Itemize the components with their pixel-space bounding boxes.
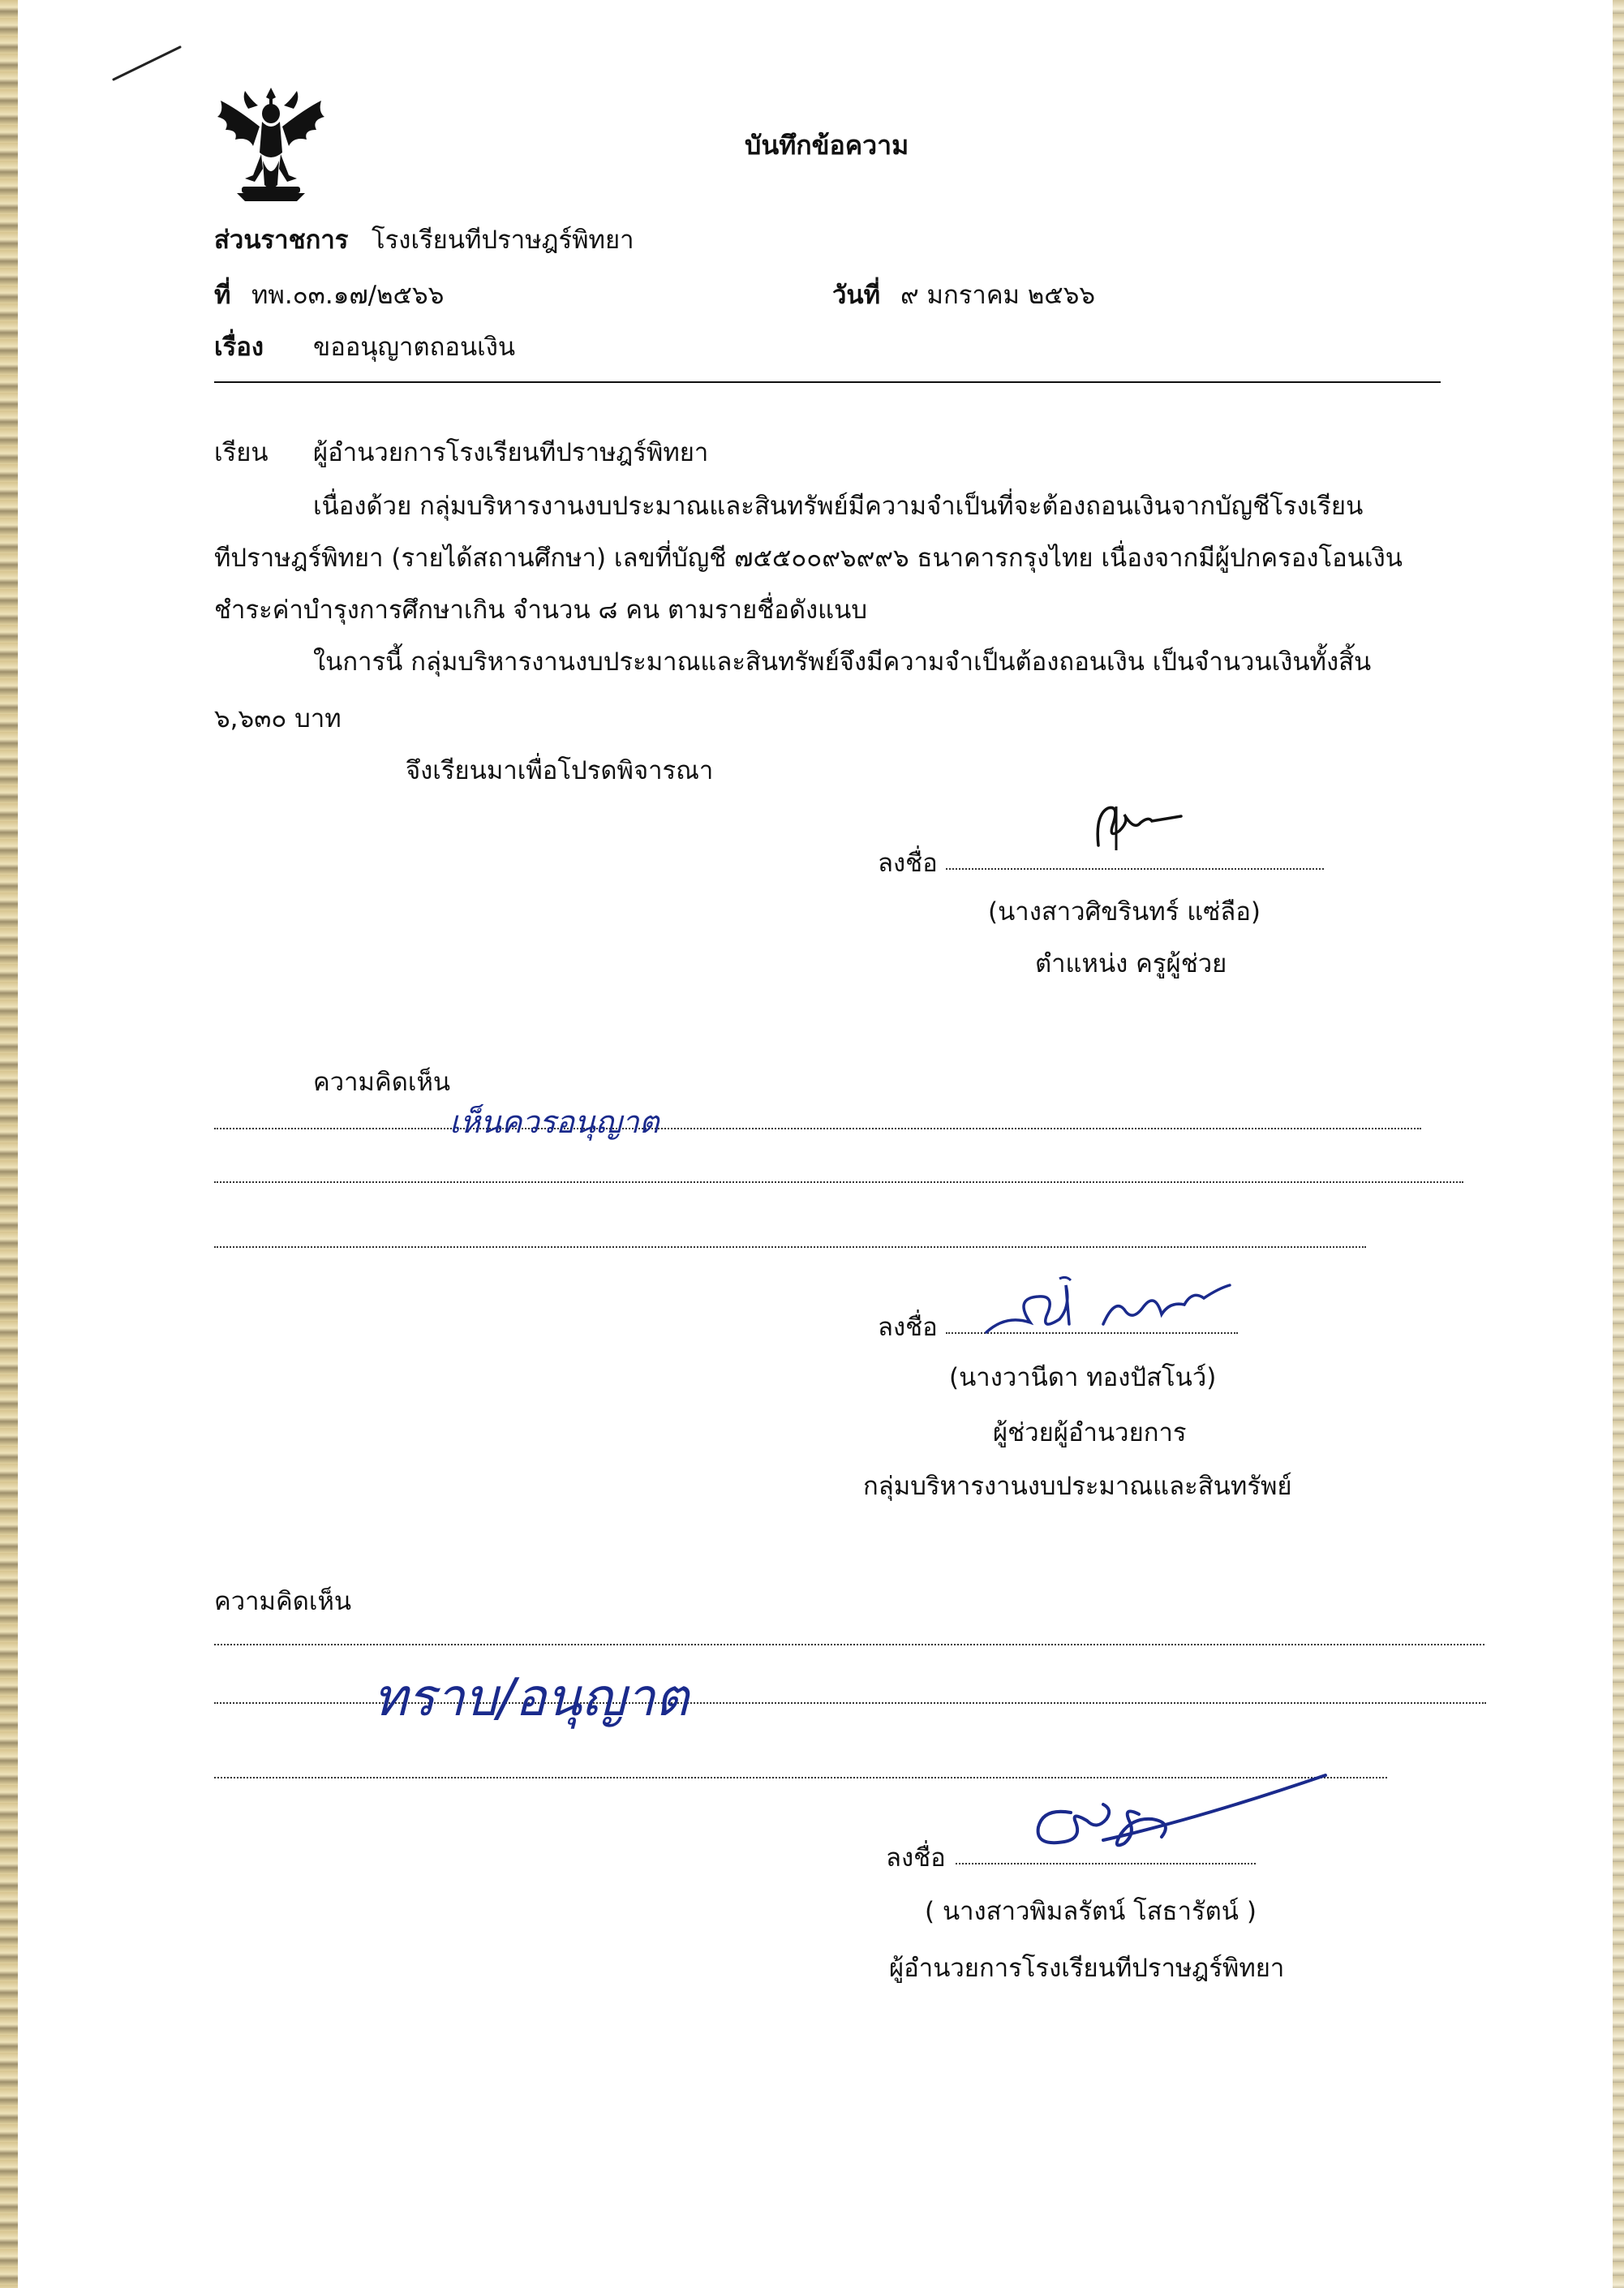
sign3-line <box>956 1863 1256 1864</box>
sign1-position: ตำแหน่ง ครูผู้ช่วย <box>1035 949 1227 978</box>
sign2-signature <box>982 1274 1241 1344</box>
sign3-label: ลงชื่อ <box>886 1843 946 1873</box>
closing-line: จึงเรียนมาเพื่อโปรดพิจารณา <box>406 756 714 785</box>
sign1-signature <box>1084 798 1189 857</box>
subject-label: เรื่อง <box>214 333 264 362</box>
sign2-name: (นางวานีดา ทองปัสโนว์) <box>949 1363 1217 1392</box>
para1-line3: ชำระค่าบำรุงการศึกษาเกิน จำนวน ๘ คน ตามรายชื่อดังแนบ <box>214 596 868 625</box>
para1-line2: ทีปราษฎร์พิทยา (รายได้สถานศึกษา) เลขที่บัญชี ๗๕๕๐๐๙๖๙๙๖ ธนาคารกรุงไทย เนื่องจากมีผู้ปกครองโอนเงิน <box>214 544 1403 573</box>
comment1-handwriting <box>445 1095 688 1152</box>
para2-line2: ๖,๖๓๐ บาท <box>214 704 342 733</box>
ref-label: ที่ <box>214 281 231 310</box>
page-edge-right <box>1613 0 1624 2288</box>
header-divider <box>214 381 1441 383</box>
comment1-line-3 <box>214 1246 1366 1248</box>
comment1-line-2 <box>214 1181 1463 1183</box>
comment1-line-1 <box>214 1128 1421 1129</box>
sign2-position-line2: กลุ่มบริหารงานงบประมาณและสินทรัพย์ <box>863 1472 1292 1501</box>
subject-value: ขออนุญาตถอนเงิน <box>313 333 516 362</box>
sign1-name: (นางสาวศิขรินทร์ แซ่ลือ) <box>988 897 1261 927</box>
to-label: เรียน <box>214 438 269 467</box>
garuda-emblem-icon <box>213 84 329 204</box>
sign2-position-line1: ผู้ช่วยผู้อำนวยการ <box>993 1418 1187 1447</box>
sign2-label: ลงชื่อ <box>878 1313 938 1342</box>
pen-mark <box>110 42 183 84</box>
sign3-name: ( นางสาวพิมลรัตน์ โสธารัตน์ ) <box>925 1897 1257 1926</box>
dept-label: ส่วนราชการ <box>214 226 349 255</box>
ref-value: ทพ.๐๓.๑๗/๒๕๖๖ <box>251 281 445 310</box>
comment2-handwriting-text: ทราบ/อนุญาต <box>373 1668 689 1728</box>
sign1-label: ลงชื่อ <box>878 849 938 878</box>
sign3-signature <box>1003 1770 1330 1860</box>
to-value: ผู้อำนวยการโรงเรียนทีปราษฎร์พิทยา <box>313 438 709 467</box>
para1-line1: เนื่องด้วย กลุ่มบริหารงานงบประมาณและสินทรัพย์มีความจำเป็นที่จะต้องถอนเงินจากบัญชีโรงเรียน <box>313 492 1364 521</box>
sign3-position: ผู้อำนวยการโรงเรียนทีปราษฎร์พิทยา <box>889 1954 1285 1983</box>
dept-value: โรงเรียนทีปราษฎร์พิทยา <box>372 226 634 255</box>
comment2-handwriting <box>370 1619 711 1782</box>
sign1-line <box>946 868 1324 870</box>
date-label: วันที่ <box>832 281 881 310</box>
comment2-label: ความคิดเห็น <box>214 1587 352 1616</box>
date-value: ๙ มกราคม ๒๕๖๖ <box>900 281 1096 310</box>
comment1-label: ความคิดเห็น <box>313 1068 451 1097</box>
comment1-handwriting-text: เห็นควรอนุญาต <box>449 1104 659 1140</box>
page-edge-left <box>0 0 18 2288</box>
para2-line1: ในการนี้ กลุ่มบริหารงานงบประมาณและสินทรัพย์จึงมีความจำเป็นต้องถอนเงิน เป็นจำนวนเงินทั้งสิ้น <box>313 647 1372 677</box>
memo-title: บันทึกข้อความ <box>745 130 909 161</box>
